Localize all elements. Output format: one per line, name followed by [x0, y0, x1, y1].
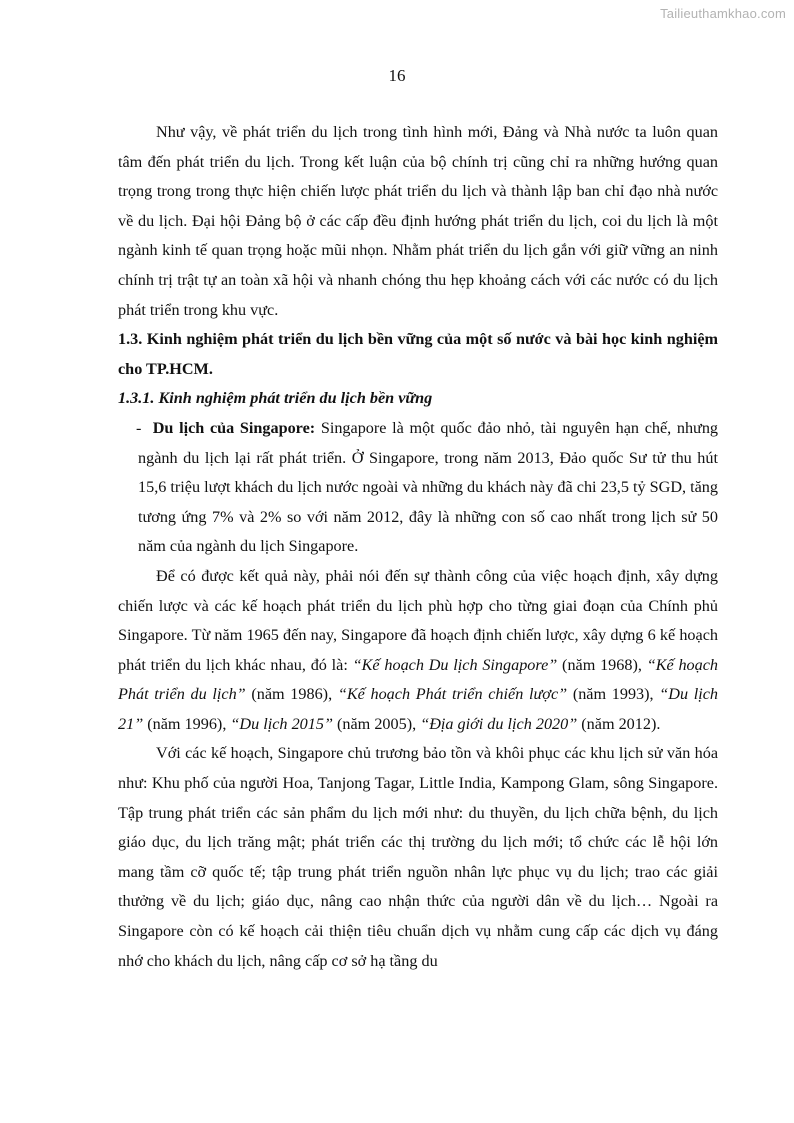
bullet-title: Du lịch của Singapore:: [152, 418, 316, 437]
plan-title-4: “Du lịch 21”: [118, 685, 719, 733]
plan-title-2: “Kế hoạch Phát triển du lịch”: [118, 655, 719, 704]
plans-text-6: (năm 2005),: [332, 714, 421, 733]
plans-text-7: (năm 2012).: [577, 714, 661, 733]
plan-title-3: “Kế hoạch Phát triển chiến lược”: [337, 685, 568, 704]
plans-text-1: Để có được kết quả này, phải nói đến sự thành công của việc hoạch định, xây dựng chiến lược và các kế hoạch phát triển du lịch phù hợp cho từng giai đoạn của Chính phủ Singapore. Từ năm 1965 đến nay, Singapore đã hoạch định chiến lược, xây dựng 6 kế hoạch phát triển du lịch khác nhau, đó là:: [118, 566, 718, 674]
plans-text-2: (năm 1968),: [557, 655, 647, 674]
plans-text-5: (năm 1996),: [143, 714, 231, 733]
bullet-paragraph-singapore: [118, 414, 718, 562]
document-body: [118, 118, 718, 976]
plans-text-4: (năm 1993),: [567, 685, 660, 704]
plan-title-6: “Địa giới du lịch 2020”: [420, 714, 578, 733]
subsection-heading: 1.3.1. Kinh nghiệm phát triển du lịch bền vững: [118, 389, 433, 408]
watermark: Tailieuthamkhao.com: [660, 6, 786, 21]
plans-text-3: (năm 1986),: [245, 685, 338, 704]
bullet-text: Singapore là một quốc đảo nhỏ, tài nguyên hạn chế, nhưng ngành du lịch lại rất phát triển. Ở Singapore, trong năm 2013, Đảo quốc Sư tử thu hút 15,6 triệu lượt khách du lịch nước ngoài và những du khách này đã chi 23,5 tỷ SGD, tăng tương ứng 7% và 2% so với năm 2012, đây là những con số cao nhất trong lịch sử 50 năm của ngành du lịch Singapore.: [138, 418, 719, 556]
paragraph-plans: [118, 562, 718, 740]
page-number: 16: [388, 66, 406, 85]
bullet-marker: -: [136, 418, 142, 437]
plan-title-5: “Du lịch 2015”: [230, 714, 333, 733]
paragraph-heritage: Với các kế hoạch, Singapore chủ trương bảo tồn và khôi phục các khu lịch sử văn hóa như: Khu phố của người Hoa, Tanjong Tagar, Little India, Kampong Glam, sông Singapore. Tập trung phát triển các sản phẩm du lịch mới như: du thuyền, du lịch chữa bệnh, du lịch giáo dục, du lịch trăng mật; phát triển các thị trường du lịch mới; tổ chức các lễ hội lớn mang tầm cỡ quốc tế; tập trung phát triển nguồn nhân lực phục vụ du lịch; trao các giải thưởng về du lịch; giáo dục, nâng cao nhận thức của người dân về du lịch… Ngoài ra Singapore còn có kế hoạch cải thiện tiêu chuẩn dịch vụ nhằm cung cấp các dịch vụ đáng nhớ cho khách du lịch, nâng cấp cơ sở hạ tầng du: [118, 744, 718, 970]
section-heading: 1.3. Kinh nghiệm phát triển du lịch bền vững của một số nước và bài học kinh nghiệm cho TP.HCM.: [118, 330, 718, 378]
paragraph-intro: Như vậy, về phát triển du lịch trong tình hình mới, Đảng và Nhà nước ta luôn quan tâm đến phát triển du lịch. Trong kết luận của bộ chính trị cũng chỉ ra những hướng quan trọng trong trong thực hiện chiến lược phát triển du lịch và thành lập ban chỉ đạo nhà nước về du lịch. Đại hội Đảng bộ ở các cấp đều định hướng phát triển du lịch, coi du lịch là một ngành kinh tế quan trọng hoặc mũi nhọn. Nhằm phát triển du lịch gắn với giữ vững an ninh chính trị trật tự an toàn xã hội và nhanh chóng thu hẹp khoảng cách với các nước có du lịch phát triển trong khu vực.: [118, 123, 718, 319]
plan-title-1: “Kế hoạch Du lịch Singapore”: [352, 655, 558, 674]
